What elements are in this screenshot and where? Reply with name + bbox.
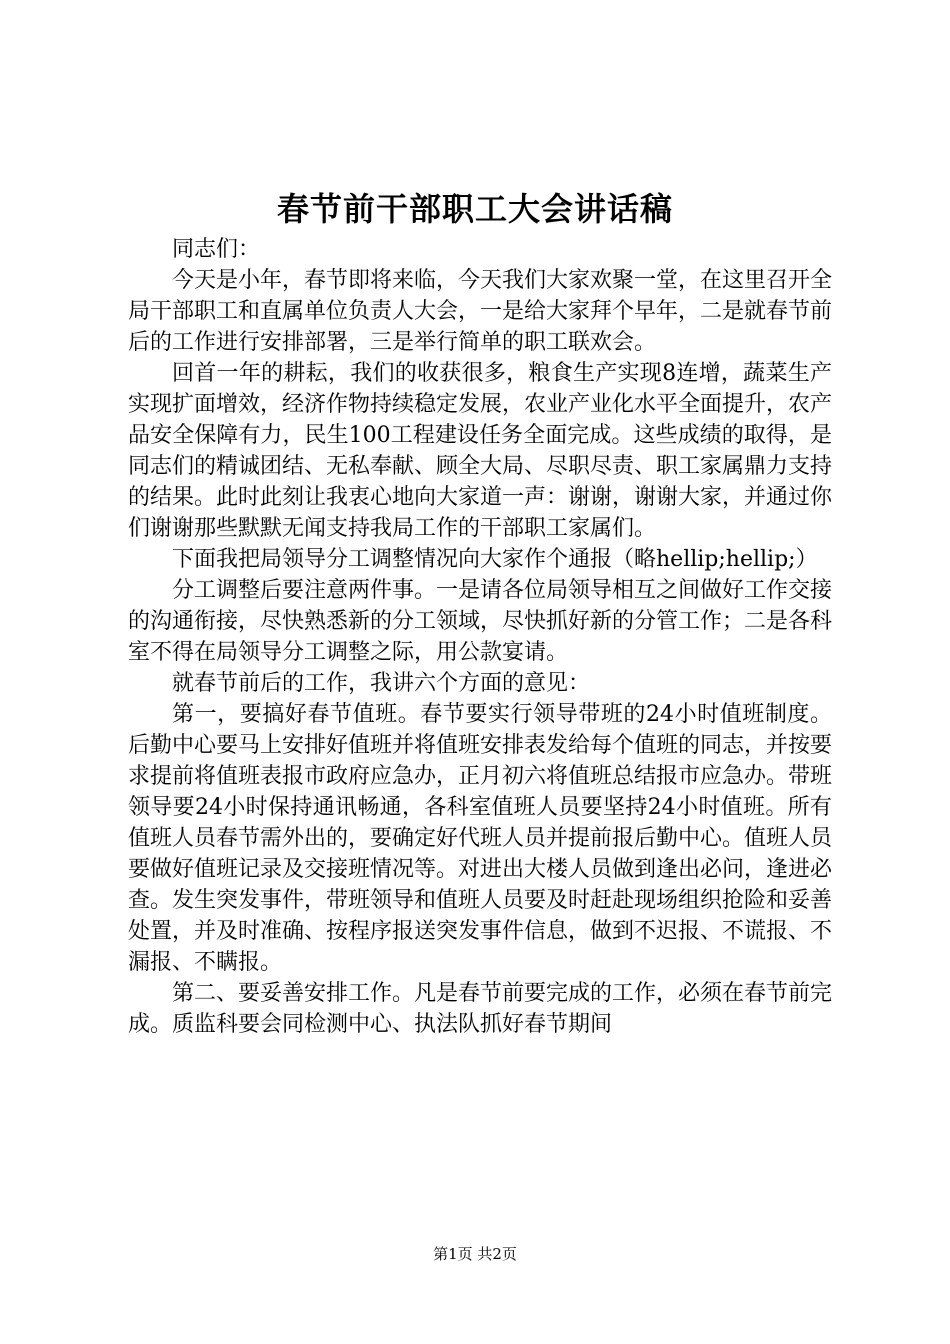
paragraph-greeting: 同志们： [172, 237, 261, 262]
paragraph-7: 第二、要妥善安排工作。凡是春节前要完成的工作，必须在春节前完成。质监科要会同检测中心、执法队抓好春节期间 [128, 981, 833, 1037]
paragraph-5: 就春节前后的工作，我讲六个方面的意见： [172, 671, 591, 696]
paragraph-1: 今天是小年，春节即将来临，今天我们大家欢聚一堂，在这里召开全局干部职工和直属单位负责人大会，一是给大家拜个早年，二是就春节前后的工作进行安排部署，三是举行简单的职工联欢会。 [128, 268, 833, 355]
page-footer: 第1页 共2页 [433, 1245, 517, 1263]
paragraph-6: 第一，要搞好春节值班。春节要实行领导带班的24小时值班制度。后勤中心要马上安排好值班并将值班安排表发给每个值班的同志，并按要求提前将值班表报市政府应急办，正月初六将值班总结报市应急办。带班领导要24小时保持通讯畅通，各科室值班人员要坚持24小时值班。所有值班人员春节需外出的，要确定好代班人员并提前报后勤中心。值班人员要做好值班记录及交接班情况等。对进出大楼人员做到逢出必问，逢进必查。发生突发事件，带班领导和值班人员要及时赶赴现场组织抢险和妥善处置，并及时准确、按程序报送突发事件信息，做到不迟报、不谎报、不漏报、不瞒报。 [128, 702, 833, 975]
paragraph-4: 分工调整后要注意两件事。一是请各位局领导相互之间做好工作交接的沟通衔接，尽快熟悉新的分工领域，尽快抓好新的分管工作；二是各科室不得在局领导分工调整之际，用公款宴请。 [128, 578, 833, 665]
document-body [128, 234, 832, 1040]
paragraph-2: 回首一年的耕耘，我们的收获很多，粮食生产实现8连增，蔬菜生产实现扩面增效，经济作物持续稳定发展，农业产业化水平全面提升，农产品安全保障有力，民生100工程建设任务全面完成。这些成绩的取得，是同志们的精诚团结、无私奉献、顾全大局、尽职尽责、职工家属鼎力支持的结果。此时此刻让我衷心地向大家道一声：谢谢，谢谢大家，并通过你们谢谢那些默默无闻支持我局工作的干部职工家属们。 [128, 361, 833, 541]
document-title: 春节前干部职工大会讲话稿 [276, 190, 673, 228]
paragraph-3: 下面我把局领导分工调整情况向大家作个通报（略hellip;hellip;） [172, 547, 818, 572]
